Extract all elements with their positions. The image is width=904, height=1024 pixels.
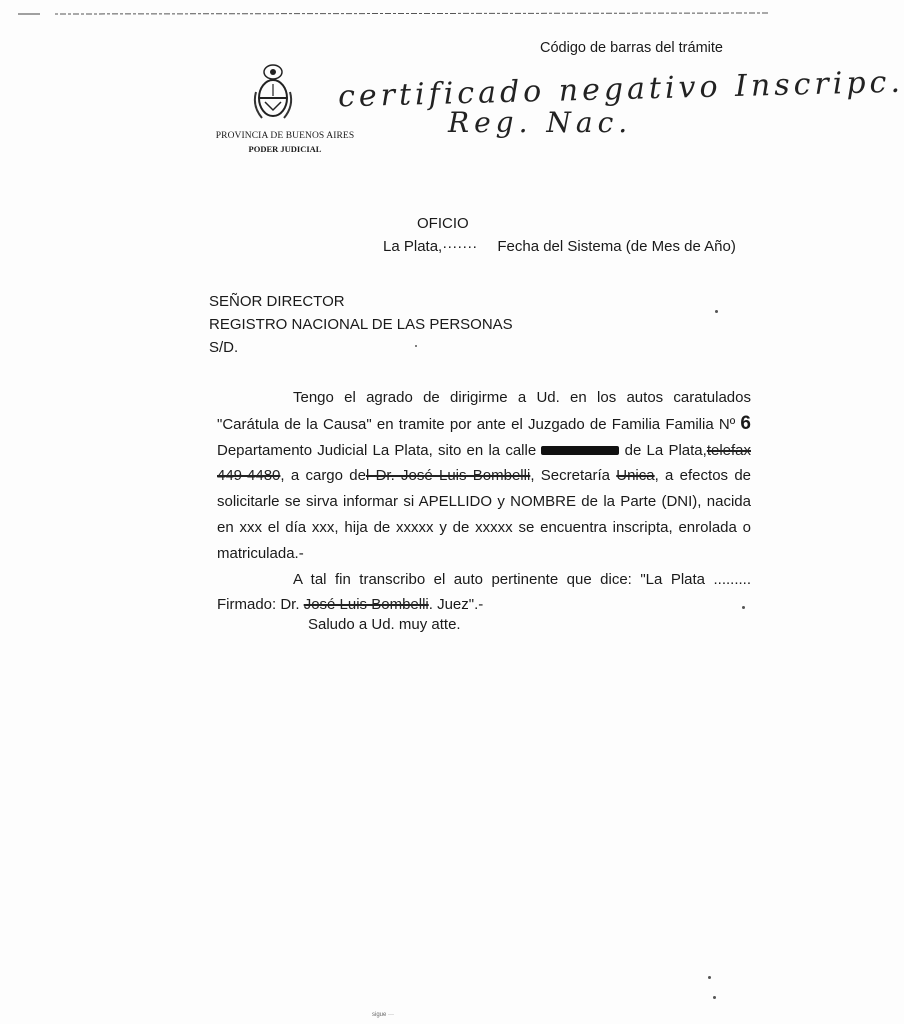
transcription-text: A tal fin transcribo el auto pertinente que dice: "La Plata ......... bbox=[293, 570, 751, 588]
request-text-2: Departamento Judicial La Plata, sito en la calle bbox=[217, 441, 537, 459]
scan-speck bbox=[415, 345, 417, 347]
scan-speck bbox=[715, 310, 718, 313]
struck-telefax: telefax 449-4480 bbox=[217, 441, 752, 485]
court-number: 6 bbox=[740, 412, 751, 434]
branch-name: PODER JUDICIAL bbox=[248, 144, 322, 154]
date-line bbox=[383, 238, 736, 255]
request-text-6: , a efectos de solicitarle se sirva informar si APELLIDO y NOMBRE de la Parte (DNI), nacida en xxx el día xxx, hija de xxxxx y de xxxxx se encuentra inscripta, enrolada o matriculada.- bbox=[217, 467, 752, 562]
signature-line bbox=[217, 592, 751, 618]
paragraph-transcription bbox=[217, 567, 751, 593]
struck-judge-name: l Dr. José Luis Bombelli bbox=[365, 467, 531, 485]
system-date: Fecha del Sistema (de Mes de Año) bbox=[497, 238, 736, 255]
coat-of-arms-icon bbox=[250, 62, 296, 124]
barcode-label: Código de barras del trámite bbox=[540, 40, 723, 56]
judge-title: . Juez".- bbox=[428, 596, 484, 614]
addressee-line-2: REGISTRO NACIONAL DE LAS PERSONAS bbox=[209, 316, 513, 333]
scan-edge-line bbox=[0, 12, 768, 16]
paragraph-request bbox=[217, 385, 751, 567]
place: La Plata, bbox=[383, 238, 443, 255]
addressee-line-3: S/D. bbox=[209, 339, 239, 356]
footer-mark: sigue ··· bbox=[372, 1012, 395, 1018]
scan-speck bbox=[708, 976, 711, 979]
province-name: PROVINCIA DE BUENOS AIRES bbox=[215, 131, 355, 141]
request-text-5: , Secretaría bbox=[530, 467, 610, 485]
handwritten-annotation bbox=[337, 64, 904, 158]
document-title: OFICIO bbox=[417, 215, 469, 232]
annotation-line-2: Reg. Nac. bbox=[448, 106, 633, 139]
redacted-street bbox=[541, 446, 619, 455]
request-text-1: Tengo el agrado de dirigirme a Ud. en los autos caratulados "Carátula de la Causa" en tramite por ante el Juzgado de Familia Familia Nº bbox=[217, 389, 751, 433]
addressee-line-1: SEÑOR DIRECTOR bbox=[209, 293, 345, 310]
struck-secretaria: Unica bbox=[616, 467, 655, 485]
scan-speck bbox=[713, 996, 716, 999]
addressee-block bbox=[209, 290, 513, 359]
date-dots: ······· bbox=[442, 238, 478, 255]
annotation-line-1: certificado negativo Inscripc. bbox=[337, 64, 904, 115]
letter-body bbox=[217, 385, 751, 618]
request-text-4: , a cargo de bbox=[280, 467, 366, 485]
closing-line: Saludo a Ud. muy atte. bbox=[308, 616, 461, 633]
scan-speck bbox=[742, 606, 745, 609]
struck-signer-name: José Luis Bombelli bbox=[303, 596, 429, 614]
signed-by-label: Firmado: Dr. bbox=[217, 596, 300, 614]
request-text-3: de La Plata, bbox=[624, 441, 707, 459]
